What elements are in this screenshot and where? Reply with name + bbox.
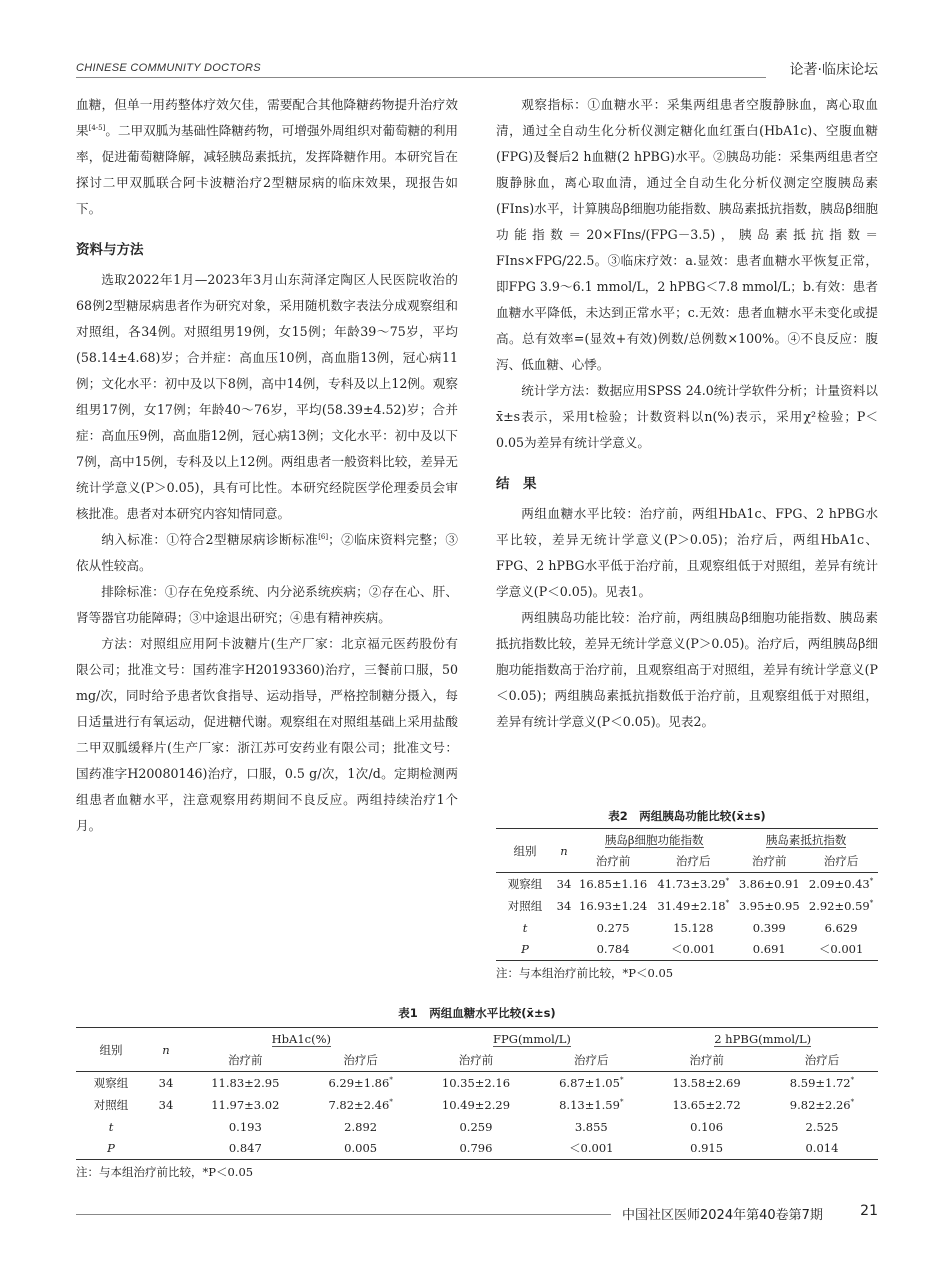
table-header: 治疗前 bbox=[574, 851, 652, 873]
table-header: 胰岛β细胞功能指数 bbox=[604, 832, 704, 847]
header-rule bbox=[76, 77, 766, 78]
table-row: 对照组 34 16.93±1.24 31.49±2.18* 3.95±0.95 2.92±0.59* bbox=[507, 898, 874, 913]
table-row: 观察组 34 16.85±1.16 41.73±3.29* 3.86±0.91 2.09±0.43* bbox=[507, 876, 874, 891]
table-1-caption: 表1 两组血糖水平比较(x̄±s) bbox=[398, 1006, 556, 1020]
table-row: P 0.784 ＜0.001 0.691 ＜0.001 bbox=[521, 942, 864, 957]
table-header: 治疗后 bbox=[305, 1050, 417, 1072]
table-header: 治疗前 bbox=[647, 1050, 766, 1072]
table-row: t 0.275 15.128 0.399 6.629 bbox=[522, 920, 858, 935]
table-header: 治疗前 bbox=[186, 1050, 305, 1072]
table-header: 组别 bbox=[76, 1028, 146, 1072]
paragraph-subjects: 选取2022年1月—2023年3月山东菏泽定陶区人民医院收治的68例2型糖尿病患者作为研究对象，采用随机数字表法分成观察组和对照组，各34例。对照组男19例，女15例；年龄39～75岁，平均(58.14±4.68)岁；合并症：高血压10例，高血脂13例，冠心病11例；文化水平：初中及以下8例，高中14例，专科及以上12例。观察组男17例，女17例；年龄40～76岁，平均(58.39±4.52)岁；合并症：高血压9例，高血脂12例，冠心病13例；文化水平：初中及以下7例，高中15例，专科及以上12例。两组患者一般资料比较，差异无统计学意义(P＞0.05)，具有可比性。本研究经院医学伦理委员会审核批准。患者对本研究内容知情同意。 bbox=[76, 272, 458, 521]
table-header: HbA1c(%) bbox=[271, 1031, 331, 1046]
table-2 bbox=[496, 808, 878, 981]
table-row: t 0.193 2.892 0.259 3.855 0.106 2.525 bbox=[108, 1119, 839, 1134]
table-header: 治疗后 bbox=[535, 1050, 647, 1072]
table-row: 对照组 34 11.97±3.02 7.82±2.46* 10.49±2.29 8.13±1.59* 13.65±2.72 9.82±2.26* bbox=[93, 1097, 855, 1112]
table-2-caption: 表2 两组胰岛功能比较(x̄±s) bbox=[608, 809, 766, 823]
table-row: 观察组 34 11.83±2.95 6.29±1.86* 10.35±2.16 6.87±1.05* 13.58±2.69 8.59±1.72* bbox=[93, 1075, 855, 1090]
table-row: P 0.847 0.005 0.796 ＜0.001 0.915 0.014 bbox=[107, 1141, 839, 1156]
footer-journal: 中国社区医师2024年第40卷第7期 bbox=[622, 1208, 823, 1223]
intro-paragraph: 血糖，但单一用药整体疗效欠佳，需要配合其他降糖药物提升治疗效果[4-5]。二甲双胍为基础性降糖药物，可增强外周组织对葡萄糖的利用率，促进葡萄糖降解，减轻胰岛素抵抗，发挥降糖作用。本研究旨在探讨二甲双胍联合阿卡波糖治疗2型糖尿病的临床效果，现报告如下。 bbox=[76, 97, 459, 216]
table-header: 治疗前 bbox=[734, 851, 804, 873]
paragraph-indicators: 观察指标：①血糖水平：采集两组患者空腹静脉血，离心取血清，通过全自动生化分析仪测定糖化血红蛋白(HbA1c)、空腹血糖(FPG)及餐后2 h血糖(2 hPBG)水平。②胰岛功能：采集两组患者空腹静脉血，离心取血清，通过全自动生化分析仪测定空腹胰岛素(FIns)水平，计算胰岛β细胞功能指数、胰岛素抵抗指数，胰岛β细胞功能指数＝20×FIns/(FPG－3.5)，胰岛素抵抗指数＝FIns×FPG/22.5。③临床疗效：a.显效：患者血糖水平恢复正常，即FPG 3.9～6.1 mmol/L，2 hPBG＜7.8 mmol/L；b.有效：患者血糖水平降低，未达到正常水平；c.无效：患者血糖水平未变化或提高。总有效率=(显效+有效)例数/总例数×100%。④不良反应：腹泻、低血糖、心悸。 bbox=[496, 97, 878, 372]
right-column bbox=[496, 92, 878, 735]
table-header: 治疗后 bbox=[804, 851, 878, 873]
page-number: 21 bbox=[860, 1203, 878, 1219]
section-heading-results: 结 果 bbox=[496, 476, 537, 492]
paragraph-inclusion: 纳入标准：①符合2型糖尿病诊断标准[6]；②临床资料完整；③依从性较高。 bbox=[76, 532, 459, 573]
citation: [4-5] bbox=[88, 123, 106, 132]
paragraph-islet-results: 两组胰岛功能比较：治疗前，两组胰岛β细胞功能指数、胰岛素抵抗指数比较，差异无统计学意义(P＞0.05)。治疗后，两组胰岛β细胞功能指数高于治疗前，且观察组高于对照组，差异有统计学意义(P＜0.05)；两组胰岛素抵抗指数低于治疗前，且观察组低于对照组，差异有统计学意义(P＜0.05)。见表2。 bbox=[496, 610, 878, 729]
table-header: FPG(mmol/L) bbox=[493, 1031, 571, 1046]
table-2-note: 注：与本组治疗前比较，*P＜0.05 bbox=[496, 966, 674, 980]
running-header-left: CHINESE COMMUNITY DOCTORS bbox=[76, 62, 261, 74]
table-header: 组别 bbox=[496, 829, 554, 873]
table-header: n bbox=[146, 1028, 186, 1072]
paragraph-glucose-results: 两组血糖水平比较：治疗前，两组HbA1c、FPG、2 hPBG水平比较，差异无统计学意义(P＞0.05)；治疗后，两组HbA1c、FPG、2 hPBG水平低于治疗前，且观察组低于对照组，差异有统计学意义(P＜0.05)。见表1。 bbox=[496, 506, 878, 599]
table-header: 2 hPBG(mmol/L) bbox=[714, 1031, 812, 1046]
table-header: 治疗后 bbox=[652, 851, 734, 873]
footer-rule bbox=[76, 1214, 611, 1215]
table-1-note: 注：与本组治疗前比较，*P＜0.05 bbox=[76, 1165, 254, 1179]
table-header: 胰岛素抵抗指数 bbox=[765, 832, 847, 847]
table-header: 治疗后 bbox=[766, 1050, 878, 1072]
citation: [6] bbox=[318, 532, 329, 541]
paragraph-method: 方法：对照组应用阿卡波糖片(生产厂家：北京福元医药股份有限公司；批准文号：国药准字H20193360)治疗，三餐前口服，50 mg/次，同时给予患者饮食指导、运动指导，严格控制糖分摄入，每日适量进行有氧运动，促进糖代谢。观察组在对照组基础上采用盐酸二甲双胍缓释片(生产厂家：浙江苏可安药业有限公司；批准文号：国药准字H20080146)治疗，口服，0.5 g/次，1次/d。定期检测两组患者血糖水平，注意观察用药期间不良反应。两组持续治疗1个月。 bbox=[76, 636, 458, 833]
table-header: 治疗前 bbox=[417, 1050, 536, 1072]
running-header-right: 论著·临床论坛 bbox=[789, 62, 878, 78]
paragraph-exclusion: 排除标准：①存在免疫系统、内分泌系统疾病；②存在心、肝、肾等器官功能障碍；③中途退出研究；④患有精神疾病。 bbox=[76, 584, 458, 625]
table-header: n bbox=[554, 829, 574, 873]
paragraph-statistics: 统计学方法：数据应用SPSS 24.0统计学软件分析；计量资料以x̄±s表示，采用t检验；计数资料以n(%)表示，采用χ²检验；P＜0.05为差异有统计学意义。 bbox=[496, 383, 878, 450]
section-heading-methods: 资料与方法 bbox=[76, 242, 144, 258]
table-1 bbox=[76, 1005, 878, 1180]
left-column bbox=[76, 92, 458, 839]
